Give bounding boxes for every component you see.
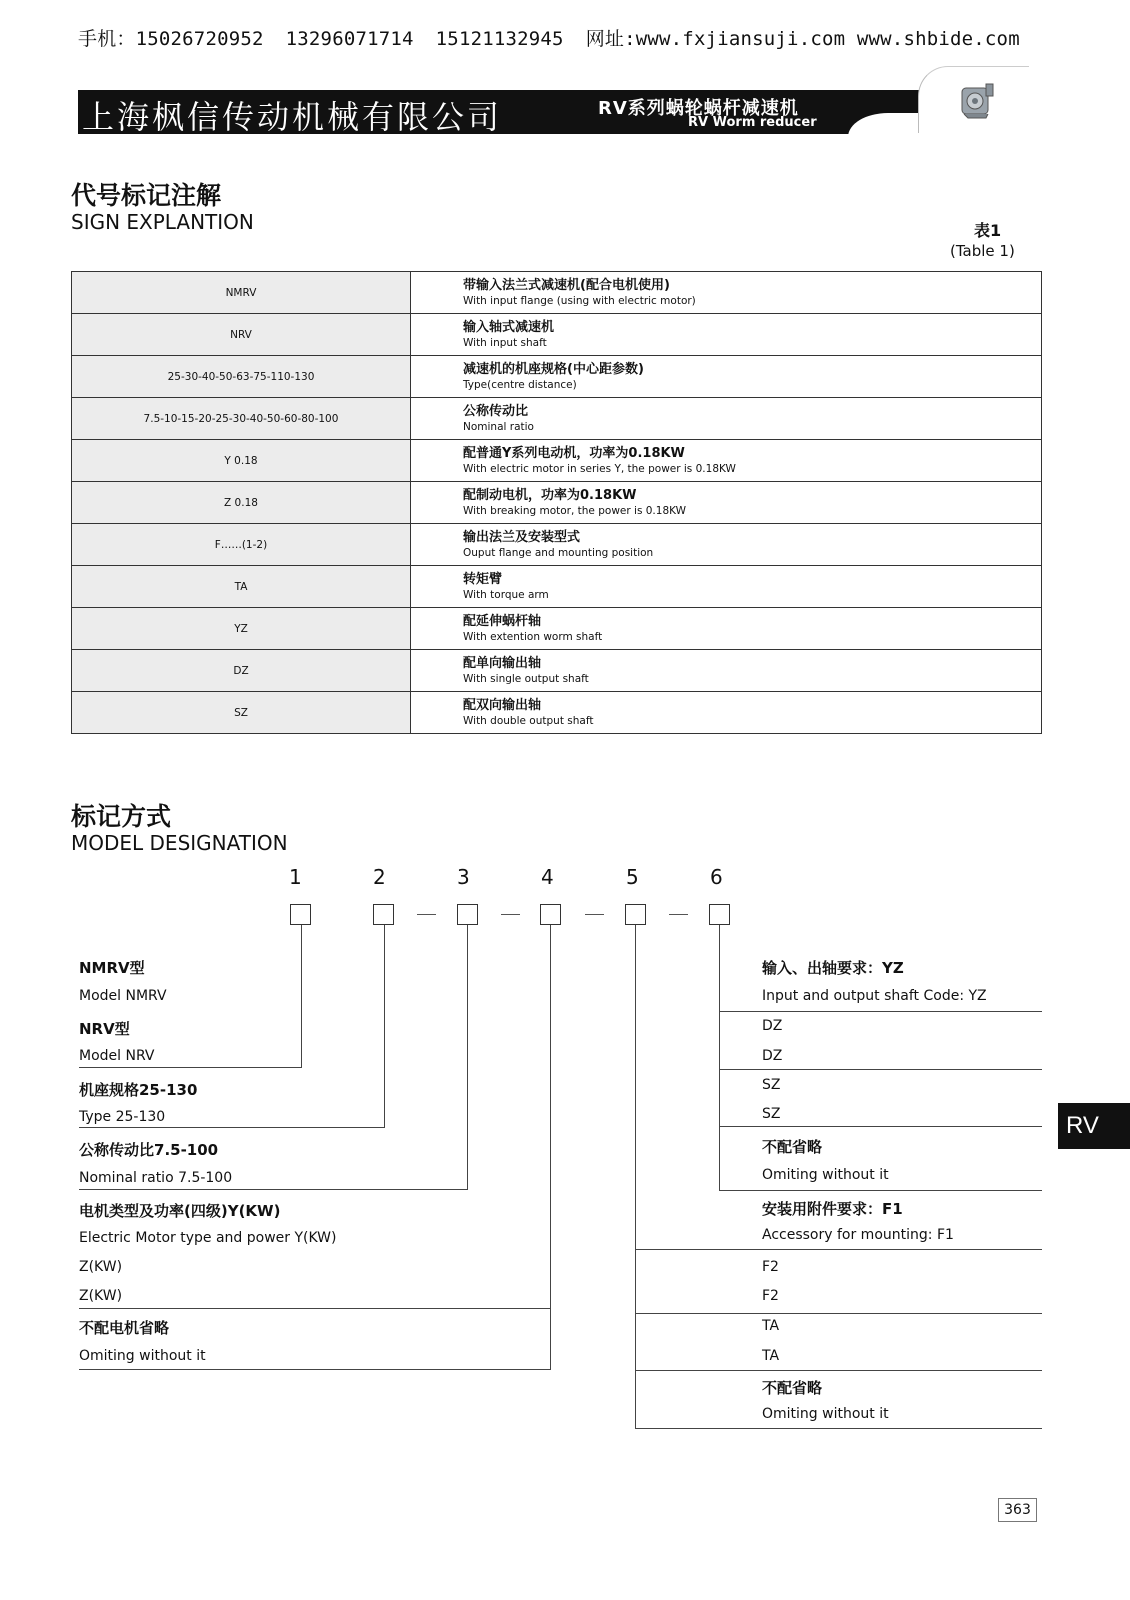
left-label-en: Z(KW) (79, 1288, 123, 1304)
connector-2 (384, 925, 385, 1127)
connector-5 (635, 925, 636, 1428)
model-section-title-cn: 标记方式 (71, 802, 172, 831)
right-label-cn: 输入、出轴要求：YZ (762, 959, 904, 977)
right-label-cn: 不配省略 (762, 1138, 823, 1156)
sign-description-cn: 配双向输出轴 (463, 698, 542, 713)
sign-code: Y 0.18 (72, 440, 411, 482)
code-box-5 (625, 904, 646, 925)
connector-6 (719, 925, 720, 1190)
contact-line (78, 24, 1042, 51)
sign-description-en: With electric motor in series Y, the power is 0.18KW (463, 463, 736, 475)
sign-description-en: With single output shaft (463, 673, 589, 685)
rv-side-tab-label: RV (1066, 1112, 1099, 1139)
left-label-en: Omiting without it (79, 1348, 206, 1364)
table-row (72, 524, 1042, 566)
sign-description-cn: 公称传动比 (463, 404, 529, 419)
sign-description-cn: 减速机的机座规格(中心距参数) (463, 362, 644, 377)
table-row (72, 356, 1042, 398)
sign-code: Z 0.18 (72, 482, 411, 524)
connector-1-base (79, 1067, 302, 1068)
table-row (72, 650, 1042, 692)
sign-code: NRV (72, 314, 411, 356)
table-row (72, 692, 1042, 734)
left-label-cn: 不配电机省略 (79, 1319, 170, 1337)
right-label-en: Omiting without it (762, 1167, 889, 1183)
connector-6-divider (719, 1011, 1042, 1012)
sign-description-cn: 配延伸蜗杆轴 (463, 614, 542, 629)
connector-5-divider (635, 1370, 1042, 1371)
right-label-cn: 不配省略 (762, 1379, 823, 1397)
sign-description (411, 482, 1042, 524)
sign-description-cn: 转矩臂 (463, 572, 503, 587)
right-label-cn: TA (762, 1318, 780, 1334)
right-label-en: Input and output shaft Code: YZ (762, 988, 987, 1004)
sign-description (411, 608, 1042, 650)
left-label-en: Model NRV (79, 1048, 155, 1064)
sign-table (71, 271, 1042, 734)
sign-description-en: With breaking motor, the power is 0.18KW (463, 505, 687, 517)
separator-dash (417, 914, 436, 915)
table-label-en: (Table 1) (950, 242, 1015, 260)
left-label-en: Electric Motor type and power Y(KW) (79, 1230, 337, 1246)
connector-3 (467, 925, 468, 1189)
sign-code: NMRV (72, 272, 411, 314)
contact-label: 手机： (78, 28, 136, 50)
connector-4-divider (79, 1308, 551, 1309)
position-number: 1 (289, 865, 302, 889)
right-label-en: SZ (762, 1106, 781, 1122)
code-box-1 (290, 904, 311, 925)
sign-description-cn: 配普通Y系列电动机，功率为0.18KW (463, 446, 685, 461)
right-label-cn: DZ (762, 1018, 783, 1034)
left-label-en: Nominal ratio 7.5-100 (79, 1170, 233, 1186)
sign-description-cn: 带输入法兰式减速机(配合电机使用) (463, 278, 670, 293)
websites: www.fxjiansuji.com www.shbide.com (635, 28, 1020, 50)
code-box-4 (540, 904, 561, 925)
phone-2: 13296071714 (285, 28, 414, 50)
left-label-cn: NMRV型 (79, 959, 145, 977)
sign-description-en: With double output shaft (463, 715, 594, 727)
right-label-en: Omiting without it (762, 1406, 889, 1422)
sign-description-en: Ouput flange and mounting position (463, 547, 654, 559)
connector-5-base (635, 1428, 1042, 1429)
separator-dash (669, 914, 688, 915)
company-name: 上海枫信传动机械有限公司 (82, 98, 503, 136)
product-title-cn: RV系列蜗轮蜗杆减速机 (598, 98, 799, 119)
rv-side-tab (1058, 1103, 1130, 1149)
left-label-cn: Z(KW) (79, 1259, 123, 1275)
sign-description-cn: 输出法兰及安装型式 (463, 530, 581, 545)
model-section-title-en: MODEL DESIGNATION (71, 831, 288, 855)
sign-code: DZ (72, 650, 411, 692)
code-box-6 (709, 904, 730, 925)
left-label-cn: NRV型 (79, 1020, 130, 1038)
table-row (72, 608, 1042, 650)
sign-description-en: Type(centre distance) (463, 379, 577, 391)
right-label-en: DZ (762, 1048, 783, 1064)
sign-description (411, 440, 1042, 482)
sign-code: 7.5-10-15-20-25-30-40-50-60-80-100 (72, 398, 411, 440)
right-label-en: Accessory for mounting: F1 (762, 1227, 954, 1243)
sign-description-en: Nominal ratio (463, 421, 534, 433)
connector-6-divider (719, 1069, 1042, 1070)
sign-description (411, 692, 1042, 734)
page-number: 363 (998, 1498, 1037, 1522)
table-row (72, 314, 1042, 356)
position-number: 4 (541, 865, 554, 889)
connector-1 (301, 925, 302, 1067)
phone-3: 15121132945 (435, 28, 564, 50)
position-number: 3 (457, 865, 470, 889)
sign-code: YZ (72, 608, 411, 650)
connector-6-base (719, 1190, 1042, 1191)
sign-description-cn: 配单向输出轴 (463, 656, 542, 671)
sign-description-en: With torque arm (463, 589, 549, 601)
table-row (72, 566, 1042, 608)
sign-section-title-en: SIGN EXPLANTION (71, 210, 254, 234)
sign-section-title-cn: 代号标记注解 (71, 181, 222, 210)
connector-4 (550, 925, 551, 1369)
sign-description-en: With input shaft (463, 337, 547, 349)
sign-description (411, 398, 1042, 440)
left-label-cn: 电机类型及功率(四级)Y(KW) (79, 1202, 281, 1220)
connector-2-base (79, 1127, 385, 1128)
website-label: 网址: (585, 28, 636, 50)
connector-4-base (79, 1369, 551, 1370)
position-number: 2 (373, 865, 386, 889)
sign-description (411, 524, 1042, 566)
table-row (72, 440, 1042, 482)
table-row (72, 398, 1042, 440)
left-label-cn: 公称传动比7.5-100 (79, 1141, 219, 1159)
right-label-cn: 安装用附件要求：F1 (762, 1200, 903, 1218)
right-label-cn: SZ (762, 1077, 781, 1093)
sign-description (411, 566, 1042, 608)
left-label-en: Model NMRV (79, 988, 167, 1004)
right-label-en: F2 (762, 1288, 779, 1304)
right-label-en: TA (762, 1348, 780, 1364)
sign-description-en: With input flange (using with electric motor) (463, 295, 696, 307)
sign-description-cn: 配制动电机，功率为0.18KW (463, 488, 637, 503)
separator-dash (585, 914, 604, 915)
left-label-en: Type 25-130 (79, 1109, 166, 1125)
connector-3-base (79, 1189, 468, 1190)
sign-description (411, 650, 1042, 692)
position-number: 5 (626, 865, 639, 889)
connector-5-divider (635, 1313, 1042, 1314)
sign-code: 25-30-40-50-63-75-110-130 (72, 356, 411, 398)
sign-description-cn: 输入轴式减速机 (463, 320, 555, 335)
sign-description (411, 314, 1042, 356)
separator-dash (501, 914, 520, 915)
position-number: 6 (710, 865, 723, 889)
code-box-2 (373, 904, 394, 925)
product-title-en: RV Worm reducer (688, 115, 817, 130)
connector-5-top (635, 1249, 1042, 1250)
sign-description (411, 356, 1042, 398)
code-box-3 (457, 904, 478, 925)
sign-code: SZ (72, 692, 411, 734)
table-label-cn: 表1 (974, 221, 1002, 240)
sign-description (411, 272, 1042, 314)
left-label-cn: 机座规格25-130 (79, 1081, 198, 1099)
connector-6-divider (719, 1126, 1042, 1127)
sign-description-en: With extention worm shaft (463, 631, 603, 643)
phone-1: 15026720952 (135, 28, 264, 50)
worm-reducer-icon (958, 80, 996, 120)
table-row (72, 482, 1042, 524)
sign-code: F……(1-2) (72, 524, 411, 566)
table-row (72, 272, 1042, 314)
right-label-cn: F2 (762, 1259, 779, 1275)
sign-code: TA (72, 566, 411, 608)
